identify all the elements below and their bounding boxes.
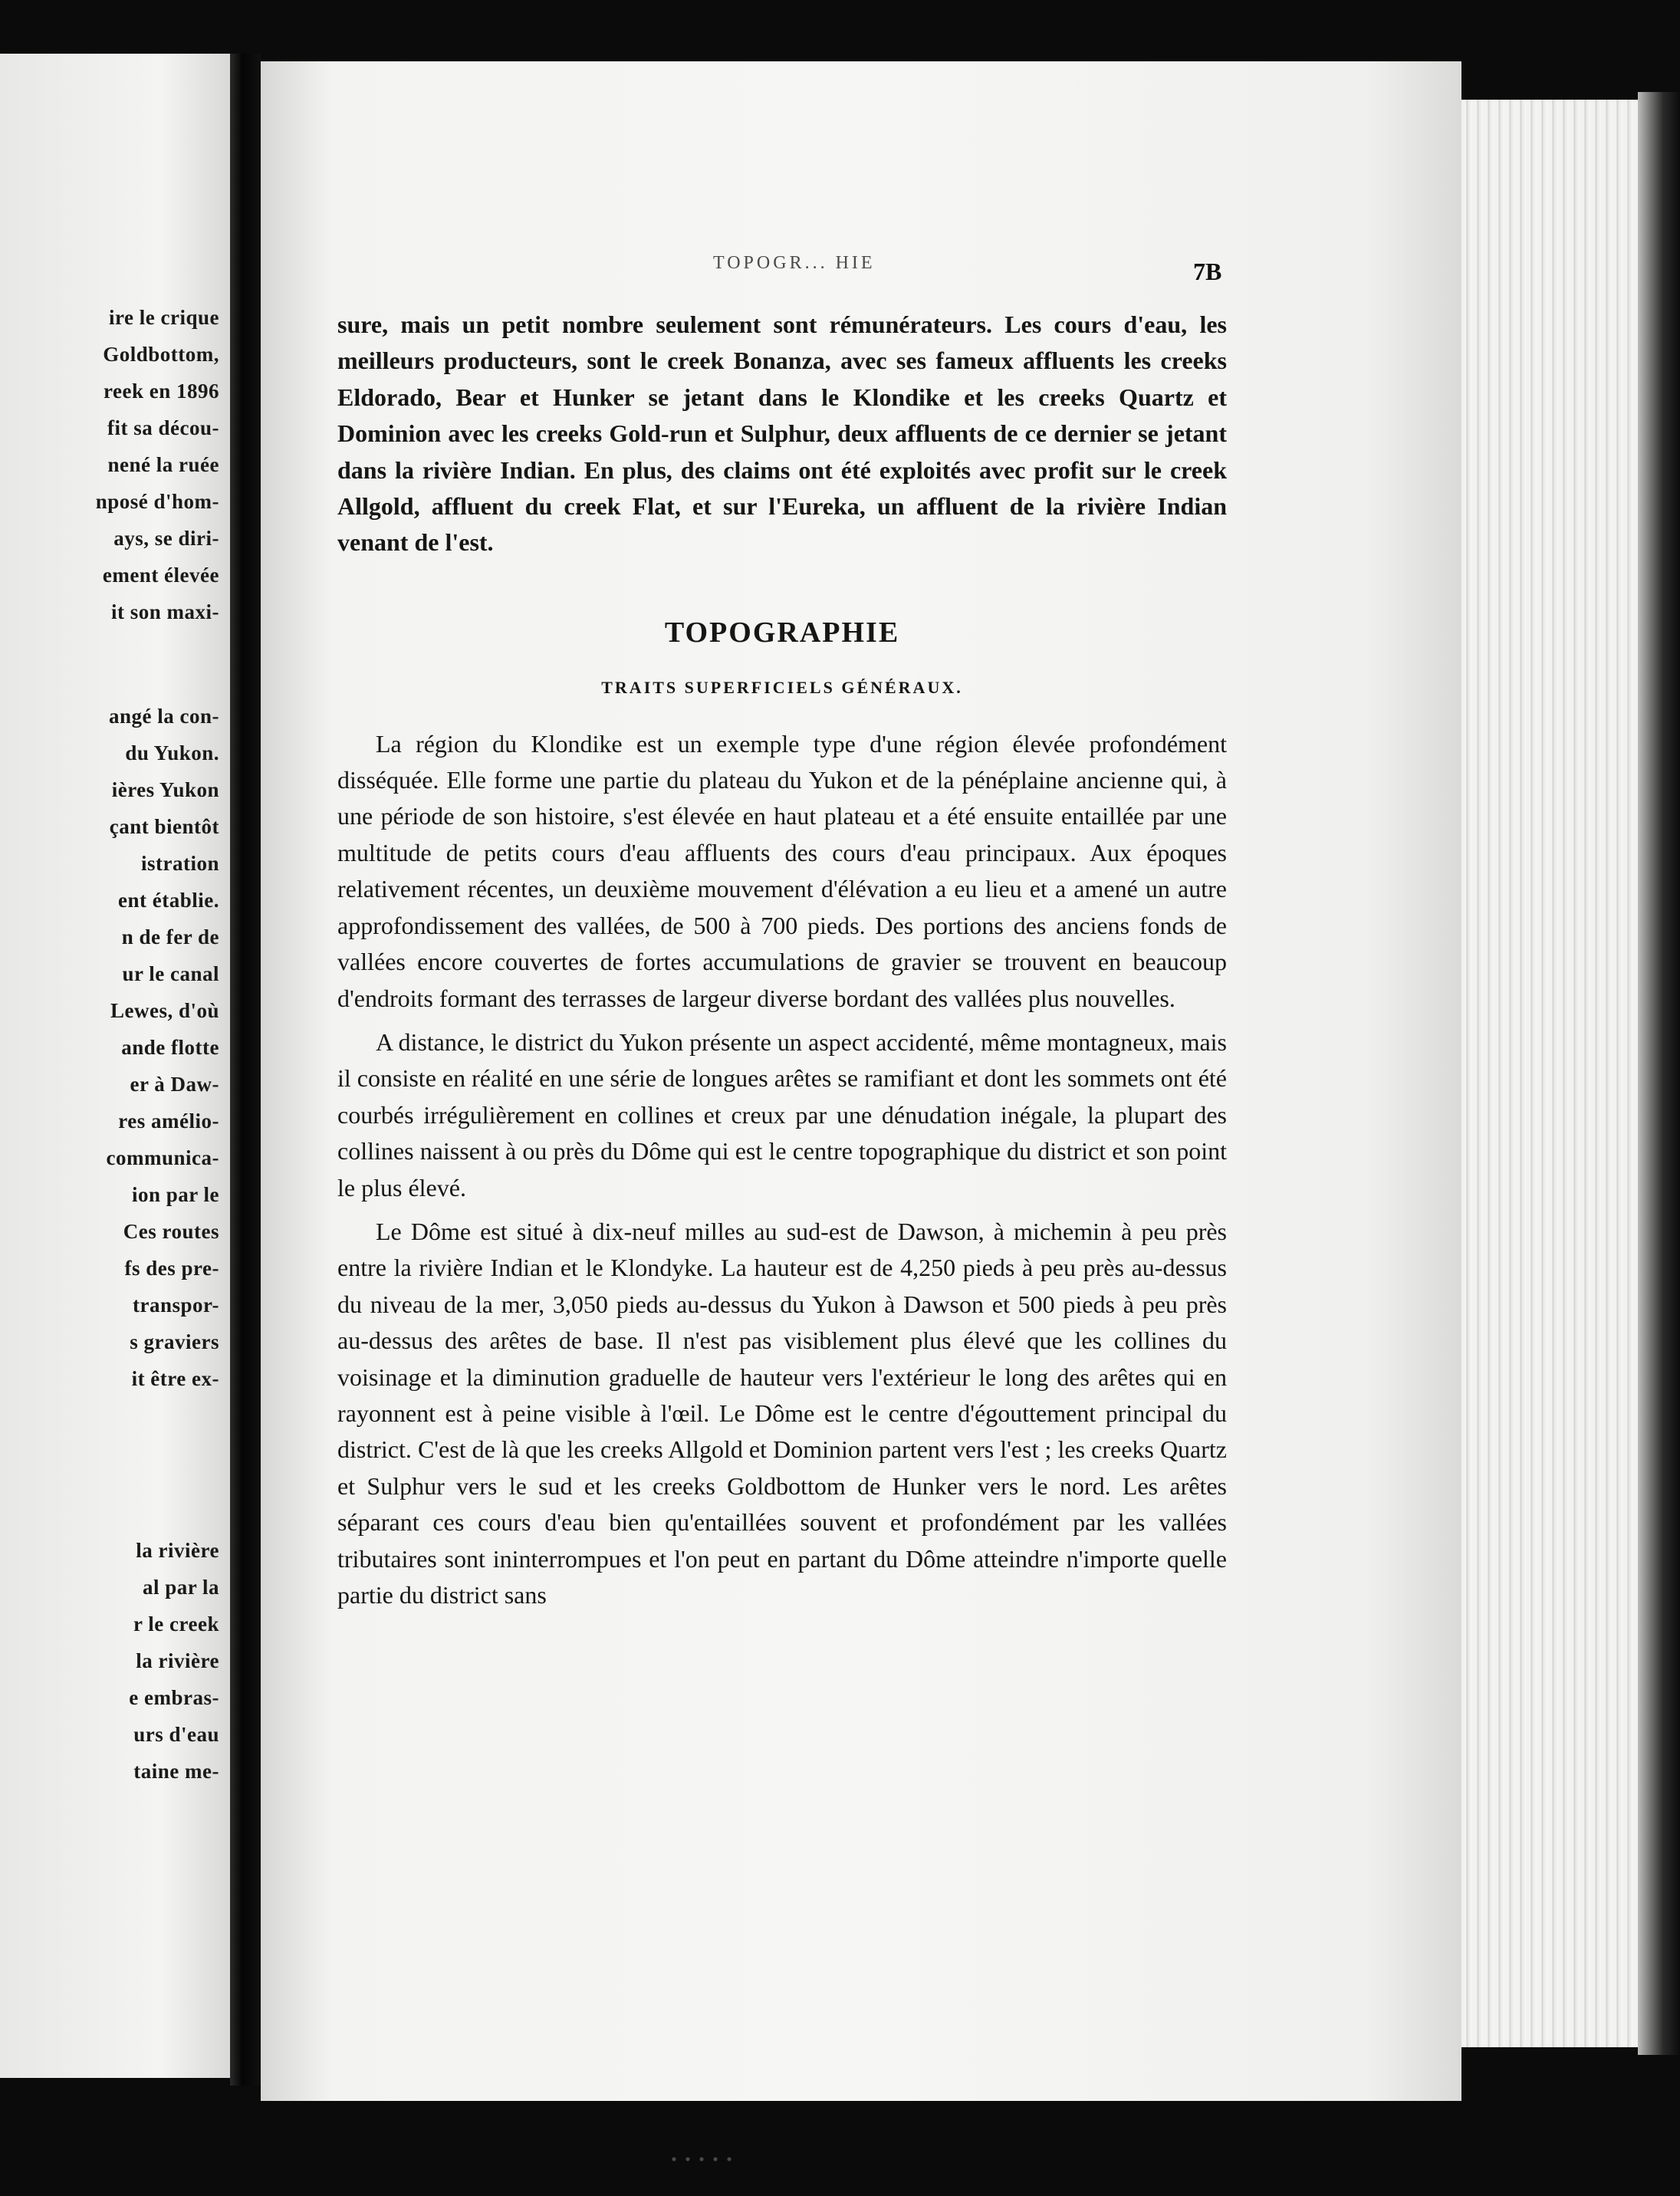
left-line: it son maxi-: [111, 600, 219, 623]
left-line: Goldbottom,: [103, 343, 219, 366]
running-head: TOPOGR... HIE: [713, 253, 876, 273]
left-page-text: [96, 299, 219, 1790]
left-line: reek en 1896: [104, 380, 219, 403]
left-line: ur le canal: [122, 962, 219, 985]
paragraph: Le Dôme est situé à dix-neuf milles au sud-est de Dawson, à michemin à peu près entre la rivière Indian et le Klondyke. La hauteur est de 4,250 pieds à peu près au-dessus du niveau de la mer, 3,050 pieds au-dessus du Yukon à Dawson et 500 pieds à peu près au-dessus des arêtes de base. Il n'est pas visiblement plus élevé que les collines du voisinage et la diminution graduelle de hauteur vers l'extérieur le long des arêtes qui en rayonnent est à peine visible à l'œil. Le Dôme est le centre d'égouttement principal du district. C'est de là que les creeks Allgold et Dominion partent vers l'est ; les creeks Quartz et Sulphur vers le sud et les creeks Goldbottom de Hunker vers le nord. Les arêtes séparant ces cours d'eau bien qu'entaillées souvent et profondément par les vallées tributaires sont ininterrompues et l'on peut en partant du Dôme atteindre n'importe quelle partie du district sans: [337, 1217, 1227, 1609]
left-line: Ces routes: [123, 1220, 219, 1243]
left-line: Lewes, d'où: [110, 999, 219, 1022]
left-line: du Yukon.: [125, 741, 219, 764]
left-line: fs des pre-: [124, 1257, 219, 1280]
left-line: ays, se diri-: [113, 527, 219, 550]
left-line: taine me-: [133, 1760, 219, 1783]
left-line: istration: [141, 852, 219, 875]
book-edge-shadow: [1638, 92, 1680, 2055]
left-line: ières Yukon: [111, 778, 219, 801]
left-line: ent établie.: [118, 889, 219, 912]
section-subtitle: TRAITS SUPERFICIELS GÉNÉRAUX.: [601, 678, 963, 698]
left-line: res amélio-: [118, 1110, 219, 1133]
left-line: ement élevée: [102, 564, 219, 587]
left-line: transpor-: [133, 1294, 219, 1317]
left-line: çant bientôt: [109, 815, 219, 838]
left-line: fit sa décou-: [107, 416, 219, 439]
page-edges: [1461, 100, 1638, 2047]
left-line: r le creek: [133, 1612, 219, 1635]
paragraph: La région du Klondike est un exemple type d'une région élevée profondément disséquée. Elle forme une partie du plateau du Yukon et de la pénéplaine ancienne qui, à une période de son histoire, s'est élevée en haut plateau et a été ensuite entaillée par une multitude de petits cours d'eau affluents des cours d'eau principaux. Aux époques relativement récentes, un deuxième mouvement d'élévation a eu lieu et a amené un autre approfondissement des vallées, de 500 à 700 pieds. Des portions des anciens fonds de vallées encore couvertes de fortes accumulations de gravier se trouvent en beaucoup d'endroits formant des terrasses de largeur diverse bordant des vallées plus nouvelles.: [337, 729, 1227, 1012]
left-line: er à Daw-: [130, 1073, 219, 1096]
left-line: nposé d'hom-: [95, 490, 219, 513]
left-line: communica-: [106, 1146, 219, 1169]
left-line: urs d'eau: [133, 1723, 219, 1746]
left-line: ande flotte: [121, 1036, 219, 1059]
intro-paragraph: sure, mais un petit nombre seulement sont rémunérateurs. Les cours d'eau, les meilleurs producteurs, sont le creek Bonanza, avec ses fameux affluents les creeks Eldorado, Bear et Hunker se jetant dans le Klondike et les creeks Quartz et Dominion avec les creeks Gold-run et Sulphur, deux affluents de ce dernier se jetant dans la rivière Indian. En plus, des claims ont été exploités avec profit sur le creek Allgold, affluent du creek Flat, et sur l'Eureka, un affluent de la rivière Indian venant de l'est.: [337, 311, 1227, 557]
left-block-3: [96, 1532, 219, 1790]
left-line: e embras-: [129, 1686, 219, 1709]
left-line: nené la ruée: [107, 453, 219, 476]
left-line: ire le crique: [109, 306, 219, 329]
left-line: ion par le: [131, 1183, 219, 1206]
left-block-1: [96, 299, 219, 630]
left-line: n de fer de: [121, 925, 219, 948]
scan-speck: [667, 2155, 736, 2164]
left-page: [0, 54, 230, 2078]
section-title: TOPOGRAPHIE: [664, 616, 900, 649]
left-line: al par la: [142, 1576, 219, 1599]
book-gutter: [230, 54, 261, 2086]
left-line: angé la con-: [109, 705, 219, 728]
left-line: s graviers: [130, 1330, 219, 1353]
paragraph: A distance, le district du Yukon présente un aspect accidenté, même montagneux, mais il consiste en réalité en une série de longues arêtes se ramifiant et dont les sommets ont été courbés irrégulièrement en collines et creux par une dénudation inégale, la plupart des collines naissent à ou près du Dôme qui est le centre topographique du district et son point le plus élevé.: [337, 1027, 1227, 1202]
left-line: la rivière: [136, 1649, 219, 1672]
left-line: it être ex-: [131, 1367, 219, 1390]
left-line: la rivière: [136, 1539, 219, 1562]
left-block-2: [96, 698, 219, 1397]
page-body: [337, 307, 1227, 1613]
page-number: 7B: [1193, 258, 1222, 285]
